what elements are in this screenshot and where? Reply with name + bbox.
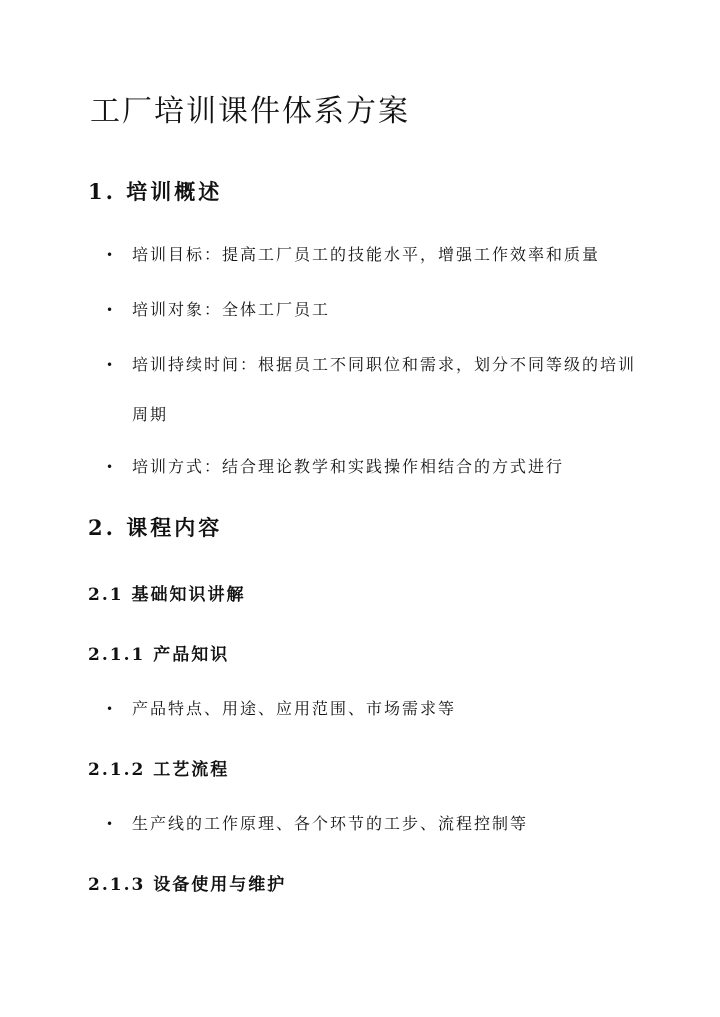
list-item-training-goal [108,230,648,280]
subsection-heading-product-knowledge: 2.1.1 产品知识 [88,645,230,665]
list-item-text: 培训方式：结合理论教学和实践操作相结合的方式进行 [132,457,565,476]
list-item-training-duration [108,340,648,440]
list-item-training-target [108,285,648,335]
bullet-icon: • [106,702,116,716]
bullet-icon: • [106,460,116,474]
list-item-text: 培训对象：全体工厂员工 [132,300,331,319]
bullet-icon: • [106,303,116,317]
list-item-process-flow [108,799,648,849]
list-item-product-knowledge [108,684,648,734]
section-heading-overview: 1. 培训概述 [88,179,223,204]
section-heading-course-content: 2. 课程内容 [88,515,223,540]
document-title: 工厂培训课件体系方案 [90,94,410,129]
subsection-heading-basic-knowledge: 2.1 基础知识讲解 [88,585,246,605]
subsection-heading-equipment: 2.1.3 设备使用与维护 [88,875,287,895]
list-item-text: 产品特点、用途、应用范围、市场需求等 [132,699,457,718]
list-item-text: 培训持续时间：根据员工不同职位和需求，划分不同等级的培训周期 [132,355,637,424]
list-item-text: 生产线的工作原理、各个环节的工步、流程控制等 [132,814,529,833]
subsection-heading-process-flow: 2.1.2 工艺流程 [88,760,230,780]
bullet-icon: • [106,248,116,262]
bullet-icon: • [106,358,116,372]
bullet-icon: • [106,817,116,831]
list-item-text: 培训目标：提高工厂员工的技能水平，增强工作效率和质量 [132,245,601,264]
list-item-training-method [108,442,648,492]
